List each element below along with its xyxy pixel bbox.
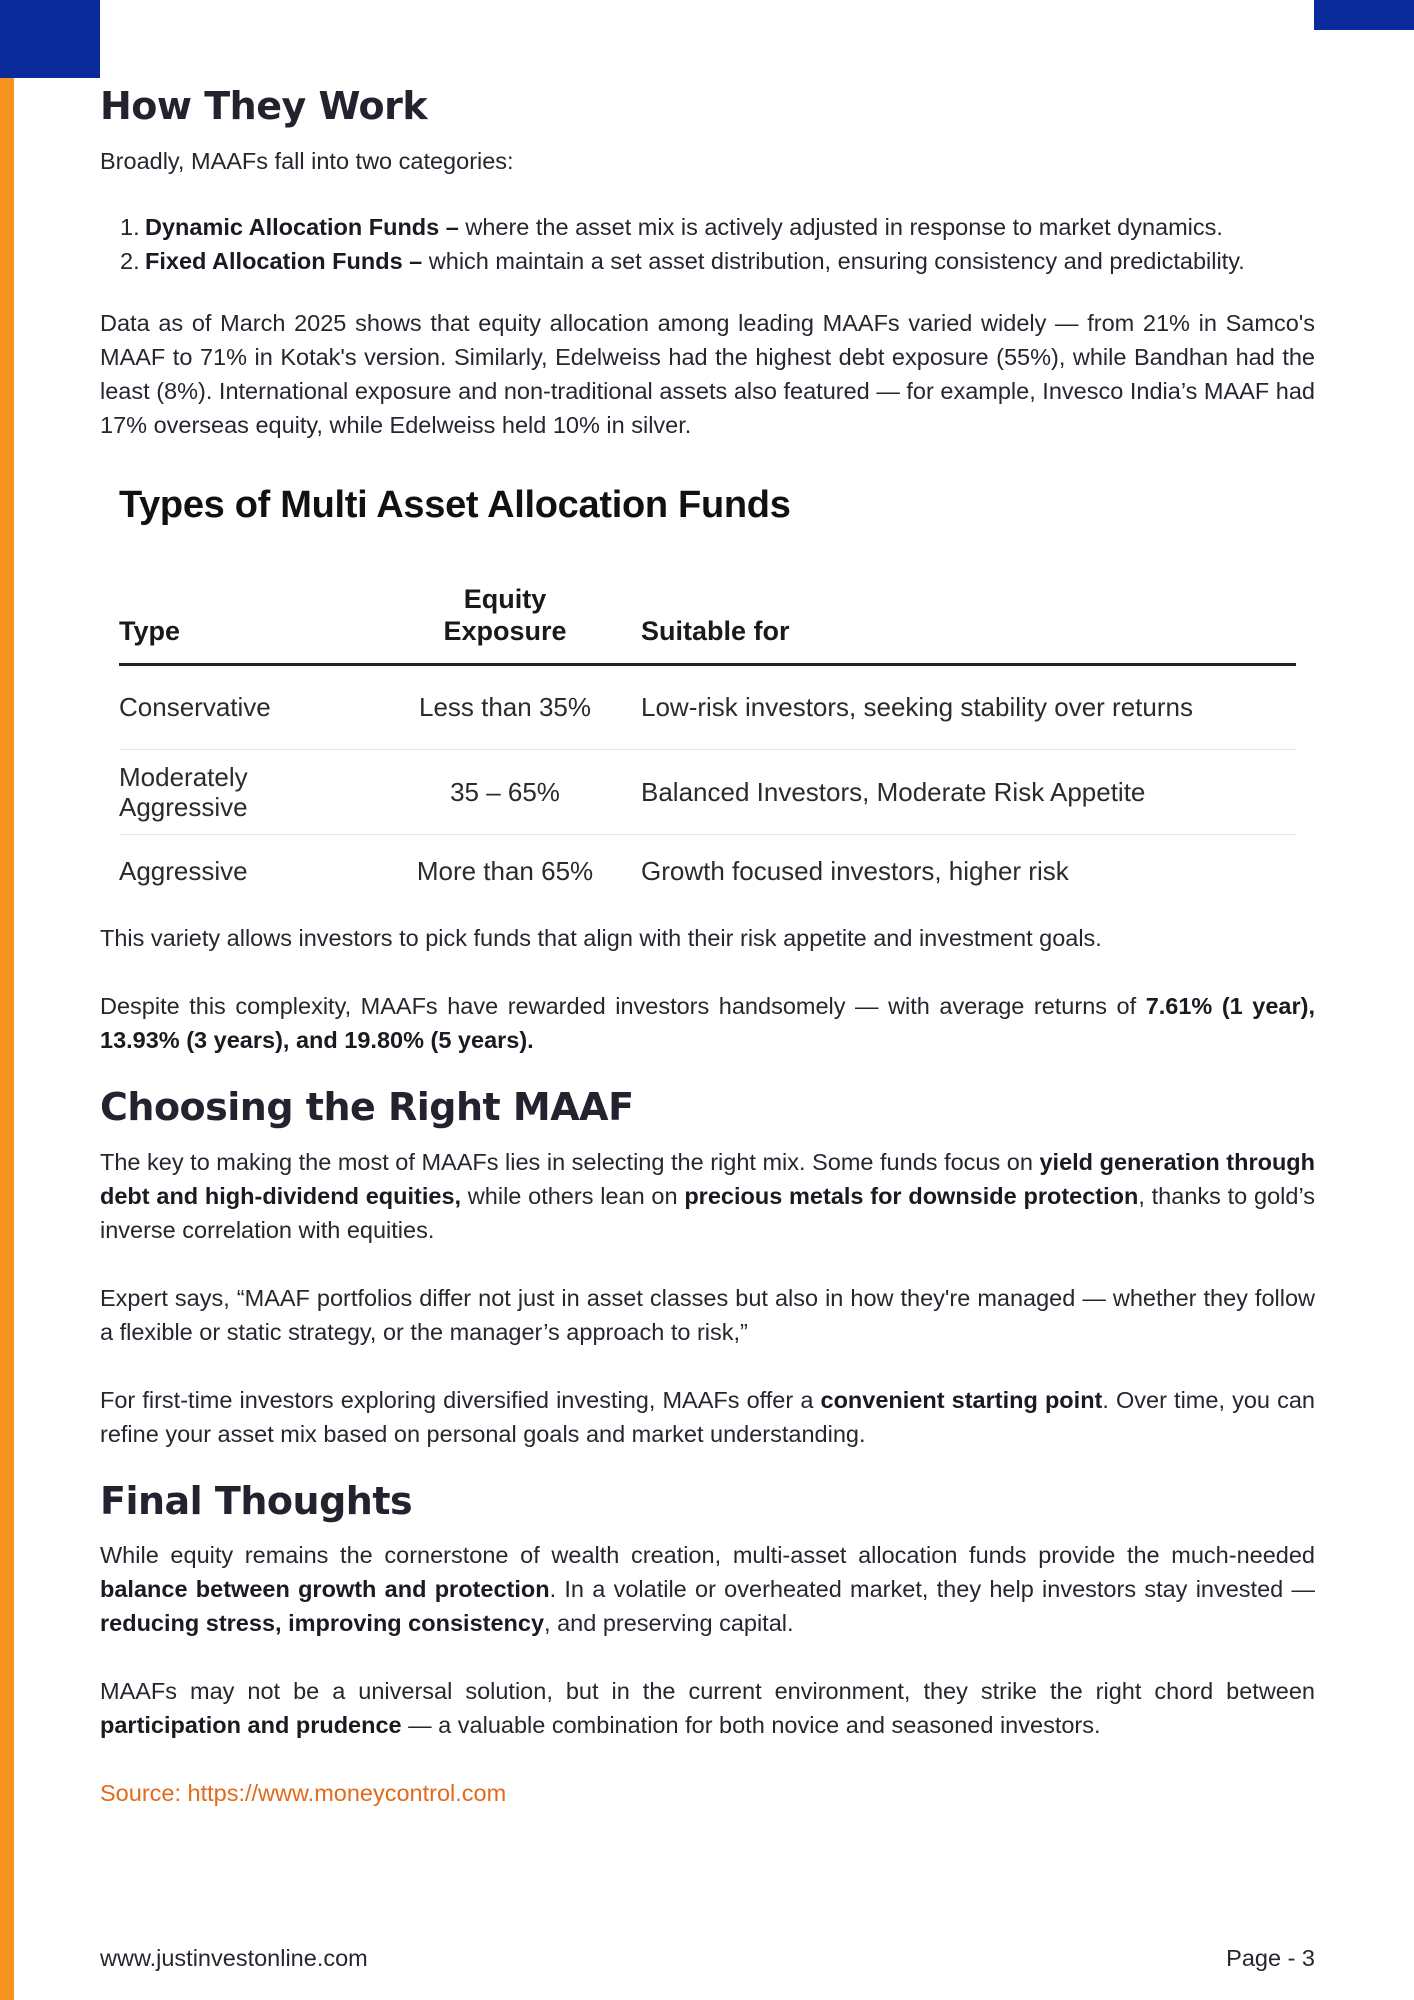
page-content [100,84,1315,1810]
fund-types-table [119,583,1296,908]
footer-page-number: Page - 3 [1226,1945,1315,1971]
cell-suitable: Low-risk investors, seeking stability over returns [641,664,1296,749]
returns-paragraph: Despite this complexity, MAAFs have rewarded investors handsomely — with average returns of 7.61% (1 year), 13.93% (3 years), and 19.80% (5 years). [100,993,1315,1054]
list-item-title: Dynamic Allocation Funds – [145,213,459,240]
top-right-blue-block [1314,0,1414,30]
top-left-blue-block [0,0,100,78]
list-item-text: which maintain a set asset distribution, ensuring consistency and predictability. [422,247,1245,274]
list-number: 1. [120,213,140,240]
table-row [119,749,1296,834]
table-row [119,664,1296,749]
final-paragraph-2: MAAFs may not be a universal solution, but in the current environment, they strike the right chord between participation and prudence — a valuable combination for both novice and seasoned investors. [100,1678,1315,1739]
list-number: 2. [120,247,140,274]
how-intro: Broadly, MAAFs fall into two categories: [100,147,514,174]
cell-suitable: Growth focused investors, higher risk [641,855,1069,886]
table-row [119,834,1296,907]
cell-suitable: Balanced Investors, Moderate Risk Appetite [641,749,1296,834]
footer-website[interactable]: www.justinvestonline.com [100,1945,368,1971]
header-suitable-for: Suitable for [641,583,1296,665]
source-link[interactable]: Source: https://www.moneycontrol.com [100,1780,507,1807]
header-equity-exposure: Equity Exposure [369,583,641,665]
final-paragraph-1: While equity remains the cornerstone of wealth creation, multi-asset allocation funds provide the much-needed balance between growth and protection. In a volatile or overheated market, they help investors stay invested — reducing stress, improving consistency, and preserving capital. [100,1542,1315,1637]
cell-type: Aggressive [119,855,248,886]
list-item-title: Fixed Allocation Funds – [145,247,423,274]
orange-side-bar [0,0,14,2000]
list-item [120,210,1315,244]
cell-type: Moderately Aggressive [119,749,369,834]
fund-types-infographic [100,484,1296,908]
choosing-paragraph-3: For first-time investors exploring diversified investing, MAAFs offer a convenient starting point. Over time, you can refine your asset mix based on personal goals and market understanding. [100,1386,1315,1447]
fund-categories-list [100,210,1315,278]
cell-equity: 35 – 65% [369,749,641,834]
cell-type: Conservative [119,664,369,749]
header-type: Type [119,583,369,665]
cell-equity: Less than 35% [369,664,641,749]
cell-equity: More than 65% [416,855,594,886]
section-heading-final-thoughts: Final Thoughts [100,1478,413,1523]
list-item-text: where the asset mix is actively adjusted in response to market dynamics. [458,213,1223,240]
section-heading-how-they-work: How They Work [100,84,428,128]
variety-paragraph: This variety allows investors to pick funds that align with their risk appetite and investment goals. [100,925,1102,952]
data-paragraph: Data as of March 2025 shows that equity allocation among leading MAAFs varied widely — from 21% in Samco's MAAF to 71% in Kotak's version. Similarly, Edelweiss had the highest debt exposure (55%), while Bandhan had the least (8%). International exposure and non-traditional assets also featured — for example, Invesco India’s MAAF had 17% overseas equity, while Edelweiss held 10% in silver. [100,309,1315,438]
section-heading-choosing: Choosing the Right MAAF [100,1085,634,1130]
list-item [120,244,1315,278]
expert-quote-paragraph: Expert says, “MAAF portfolios differ not just in asset classes but also in how they're managed — whether they follow a flexible or static strategy, or the manager’s approach to risk,” [100,1284,1315,1345]
table-header-row [119,583,1296,665]
choosing-paragraph-1: The key to making the most of MAAFs lies in selecting the right mix. Some funds focus on yield generation through debt and high-dividend equities, while others lean on precious metals for downside protection, thanks to gold’s inverse correlation with equities. [100,1148,1316,1243]
infographic-title: Types of Multi Asset Allocation Funds [119,483,791,526]
